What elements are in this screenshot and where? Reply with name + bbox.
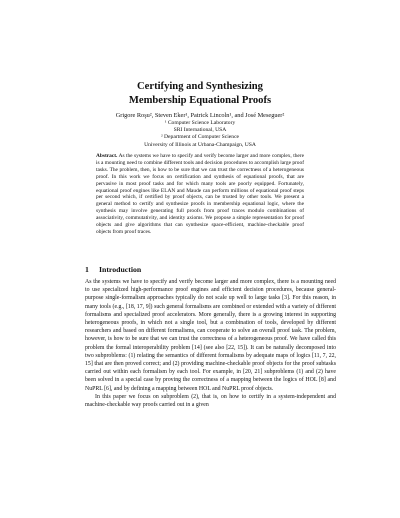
author-list: Grigore Roşu², Steven Eker¹, Patrick Lincoln¹, and José Meseguer²: [115, 112, 285, 119]
title-line-2: Membership Equational Proofs: [128, 95, 272, 106]
paragraph: In this paper we focus on subproblem (2), that is, on how to certify in a system-independent and machine-checkable way proofs carried out in a given: [85, 393, 336, 409]
section-heading: [85, 265, 336, 275]
affiliation-line: SRI International, USA: [173, 127, 227, 134]
affiliation-line: ¹ Computer Science Laboratory: [164, 120, 236, 126]
abstract-text: As the systems we have to specify and verify become larger and more complex, there is a mounting need to combine different tools and decision procedures to accomplish large proof tasks. The problem, then, is how to be sure that we can trust the correctness of a heterogeneous proof. In this work we focus on certification and synthesis of equational proofs, that are pervasive in most proof tasks and for which many tools are poorly equipped. Fortunately, equational proof engines like ELAN and Maude can perform millions of equational proof steps per second which, if certified by proof objects, can be trusted by other tools. We present a general method to certify and synthesize proofs in membership equational logic, where the synthesis may involve generating full proofs from proof traces modulo combinations of associativity, commutativity, and identity axioms. We propose a simple representation for proof objects and give algorithms that can synthesize space-efficient, machine-checkable proof objects from proof traces.: [96, 153, 304, 235]
paragraph: As the systems we have to specify and verify become larger and more complex, there is a mounting need to use specialized high-performance proof engines and efficient decision procedures, because general-purpose single-formalism approaches typically do not scale up well to large tasks [3]. For this reason, in many tools (e.g., [18, 17, 9]) such general formalisms are combined or extended with a variety of different formalisms and specialized proof accelerators. More generally, there is a growing interest in supporting heterogeneous proofs, in which not a single tool, but a combination of tools, developed by different researchers and based on different formalisms, can cooperate to solve an overall proof task. The problem, however, is how to be sure that we can trust the correctness of a heterogeneous proof. We have called this problem the formal interoperability problem [14] (see also [22, 15]). It can be naturally decomposed into two subproblems: (1) relating the semantics of different formalisms by adequate maps of logics [11, 7, 22, 15] that are then proved correct; and (2) providing machine-checkable proof objects for the proof subtasks carried out within each formalism by each tool. For example, in [20, 21] subproblems (1) and (2) have been solved in a special case by proving the correctness of a mapping between the logics of HOL [8] and NuPRL [6], and by defining a mapping between HOL and NuPRL proof objects.: [85, 279, 336, 392]
abstract: [96, 153, 304, 236]
abstract-label: Abstract.: [96, 153, 118, 159]
title-line-1: Certifying and Synthesizing: [137, 81, 263, 92]
affiliation-line: University of Illinois at Urbana-Champaign, USA: [144, 141, 256, 148]
paper-title: [0, 80, 400, 108]
affiliations: [0, 120, 400, 149]
section-body: [85, 278, 336, 409]
section-title: Introduction: [98, 265, 142, 274]
section-number: 1: [85, 265, 89, 274]
affiliation-line: ² Department of Computer Science: [160, 134, 240, 141]
